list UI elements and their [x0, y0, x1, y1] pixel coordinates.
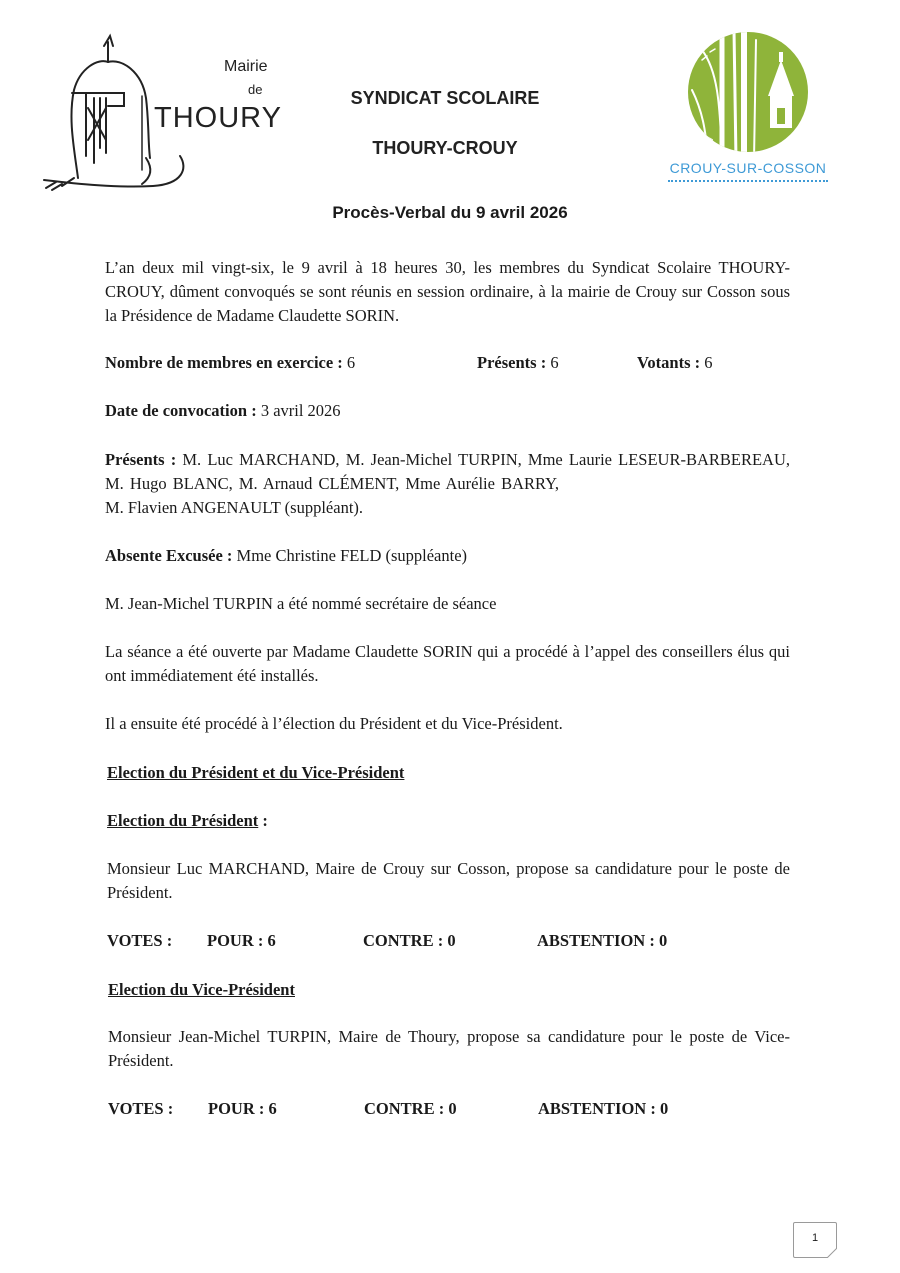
- absent-value: Mme Christine FELD (suppléante): [236, 546, 468, 565]
- mairie-thoury-logo: [38, 28, 282, 198]
- presents-paragraph: [105, 448, 790, 496]
- absent-label: Absente Excusée :: [105, 546, 233, 565]
- president-heading-row: [107, 809, 268, 833]
- president-heading: Election du Président: [107, 811, 259, 830]
- president-heading-suffix: :: [258, 811, 268, 830]
- crouy-sur-cosson-logo: [662, 30, 834, 190]
- logo-mairie-text: Mairie: [224, 58, 268, 75]
- page-number-box: [793, 1222, 837, 1258]
- members-votants-label: Votants :: [637, 353, 701, 372]
- logo-underline: [668, 180, 828, 184]
- members-presents-value: 6: [550, 353, 559, 372]
- members-exercice-label: Nombre de membres en exercice :: [105, 353, 343, 372]
- vice-president-text: Monsieur Jean-Michel TURPIN, Maire de Thoury, propose sa candidature pour le poste de Vice-Président.: [108, 1027, 790, 1070]
- vice-president-votes-contre: CONTRE : 0: [364, 1099, 457, 1118]
- logo-thoury-text: THOURY: [154, 102, 282, 134]
- president-votes-label: VOTES :: [107, 931, 173, 950]
- page-number: 1: [811, 1232, 819, 1244]
- members-votants: [637, 351, 712, 375]
- convocation-label: Date de convocation :: [105, 401, 257, 420]
- president-votes-abstention: ABSTENTION : 0: [537, 931, 668, 950]
- members-presents: [477, 351, 559, 375]
- page-curl-icon: [827, 1248, 837, 1258]
- members-row: [105, 351, 355, 375]
- header-title-thoury-crouy: THOURY-CROUY: [372, 138, 518, 158]
- vice-president-votes-abstention: ABSTENTION : 0: [538, 1099, 669, 1118]
- secretaire-line: M. Jean-Michel TURPIN a été nommé secrétaire de séance: [105, 594, 497, 613]
- president-text: Monsieur Luc MARCHAND, Maire de Crouy sur Cosson, propose sa candidature pour le poste de Président.: [107, 859, 790, 902]
- intro-paragraph: L’an deux mil vingt-six, le 9 avril à 18 heures 30, les membres du Syndicat Scolaire THOURY-CROUY, dûment convoqués se sont réunis en session ordinaire, à la mairie de Crouy sur Cosson sous la Présidence de Madame Claudette SORIN.: [105, 258, 790, 325]
- vice-president-votes-label: VOTES :: [108, 1099, 174, 1118]
- header-title-syndicat: SYNDICAT SCOLAIRE: [350, 88, 540, 108]
- document-title: Procès-Verbal du 9 avril 2026: [332, 203, 568, 222]
- president-votes-contre: CONTRE : 0: [363, 931, 456, 950]
- absent-row: [105, 544, 467, 568]
- members-presents-label: Présents :: [477, 353, 547, 372]
- election-intro: Il a ensuite été procédé à l’élection du Président et du Vice-Président.: [105, 714, 563, 733]
- ouverture-paragraph: La séance a été ouverte par Madame Claudette SORIN qui a procédé à l’appel des conseillers élus qui ont immédiatement été installés.: [105, 642, 790, 685]
- members-exercice-value: 6: [346, 353, 356, 372]
- vice-president-votes-pour: POUR : 6: [208, 1099, 277, 1118]
- section-heading: Election du Président et du Vice-Président: [107, 763, 405, 782]
- members-votants-value: 6: [704, 353, 713, 372]
- logo-de-text: de: [248, 82, 263, 97]
- crouy-church-landscape-icon: [662, 30, 834, 160]
- presents-label: Présents :: [105, 450, 177, 469]
- vice-president-heading: Election du Vice-Président: [108, 980, 295, 999]
- logo-crouy-text: CROUY-SUR-COSSON: [669, 160, 827, 176]
- president-votes-pour: POUR : 6: [207, 931, 276, 950]
- presents-text: M. Luc MARCHAND, M. Jean-Michel TURPIN, Mme Laurie LESEUR-BARBEREAU, M. Hugo BLANC, M. Arnaud CLÉMENT, Mme Aurélie BARRY,: [105, 450, 791, 493]
- presents-line2: M. Flavien ANGENAULT (suppléant).: [105, 498, 364, 517]
- convocation-value: 3 avril 2026: [260, 401, 341, 420]
- convocation-row: [105, 399, 341, 423]
